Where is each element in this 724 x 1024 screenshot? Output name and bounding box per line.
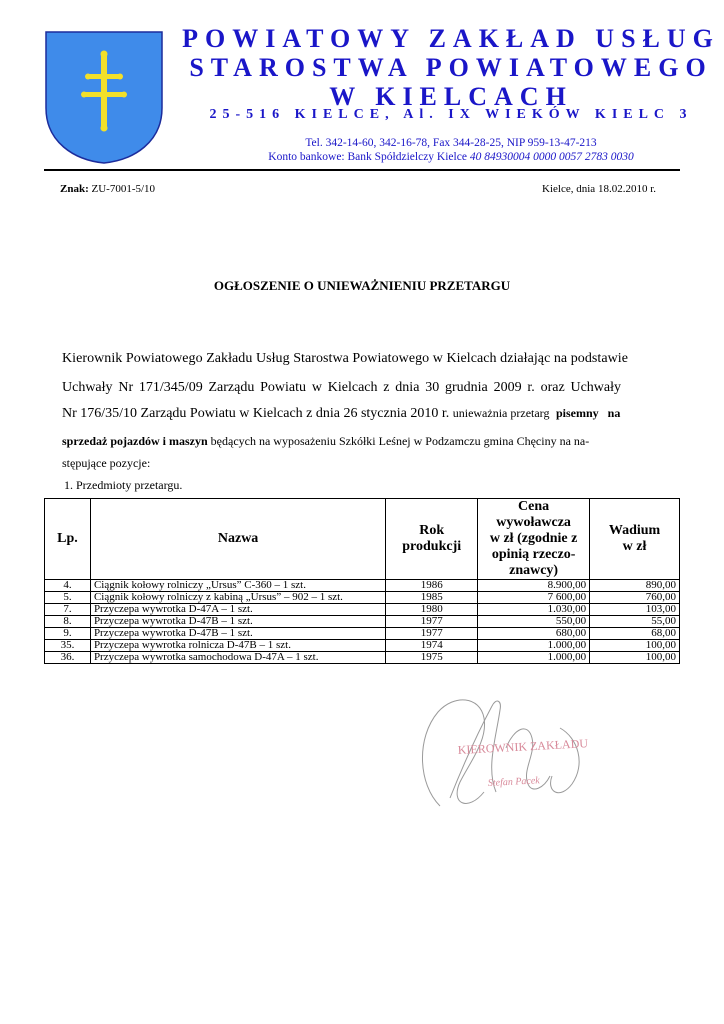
body-line-3-main: Nr 176/35/10 Zarządu Powiatu w Kielcach z dnia 26 stycznia 2010 r. (62, 406, 450, 421)
cell-price: 8.900,00 (478, 580, 590, 592)
bank-account-number: 40 84930004 0000 0057 2783 0030 (469, 151, 634, 163)
cell-deposit: 100,00 (590, 640, 680, 652)
cell-year: 1977 (386, 628, 478, 640)
letterhead-address: 25-516 KIELCE, Al. IX WIEKÓW KIELC 3 (209, 107, 693, 122)
reference-line (60, 183, 155, 195)
cell-lp: 5. (45, 592, 91, 604)
cell-deposit: 760,00 (590, 592, 680, 604)
letterhead-contact: Tel. 342-14-60, 342-16-78, Fax 344-28-25, NIP 959-13-47-213 (305, 137, 597, 149)
cell-price: 680,00 (478, 628, 590, 640)
cell-year: 1986 (386, 580, 478, 592)
header-price-line4: znawcy) (509, 563, 559, 578)
cell-deposit: 68,00 (590, 628, 680, 640)
cell-name: Przyczepa wywrotka D-47B – 1 szt. (90, 616, 385, 628)
header-deposit (590, 499, 680, 580)
header-price-line2: w zł (zgodnie z (489, 531, 578, 546)
header-deposit-line1: Wadium (608, 523, 661, 538)
coat-of-arms-icon (44, 30, 164, 165)
body-line-3-bold: pisemny na (555, 406, 621, 420)
body-line-3 (62, 407, 620, 421)
reference-label: Znak: (60, 183, 89, 195)
signature-stamp (410, 688, 610, 818)
cell-name: Przyczepa wywrotka D-47A – 1 szt. (90, 604, 385, 616)
letterhead-title-line1: POWIATOWY ZAKŁAD USŁUG (182, 24, 720, 53)
cell-lp: 9. (45, 628, 91, 640)
bank-label: Konto bankowe: Bank Spółdzielczy Kielce (268, 151, 467, 163)
cell-deposit: 55,00 (590, 616, 680, 628)
cell-deposit: 890,00 (590, 580, 680, 592)
body-line-4-rest: będących na wyposażeniu Szkółki Leśnej w Podzamczu gmina Chęciny na na- (210, 434, 590, 448)
table-row (45, 616, 680, 628)
table-row (45, 580, 680, 592)
body-line-4 (62, 435, 589, 447)
table-row (45, 604, 680, 616)
document-date: Kielce, dnia 18.02.2010 r. (542, 183, 656, 195)
auction-items-table (44, 498, 680, 664)
cell-price: 7 600,00 (478, 592, 590, 604)
header-price-line1: Cena wywoławcza (496, 499, 571, 530)
cell-year: 1977 (386, 616, 478, 628)
cell-deposit: 103,00 (590, 604, 680, 616)
cell-year: 1985 (386, 592, 478, 604)
cell-name: Przyczepa wywrotka D-47B – 1 szt. (90, 628, 385, 640)
cell-lp: 35. (45, 640, 91, 652)
header-price (478, 499, 590, 580)
letterhead-title-line3: W KIELCACH (329, 82, 573, 111)
body-line-4-bold: sprzedaż pojazdów i maszyn (62, 434, 208, 448)
document-title: OGŁOSZENIE O UNIEWAŻNIENIU PRZETARGU (213, 278, 511, 293)
table-row (45, 640, 680, 652)
body-line-1: Kierownik Powiatowego Zakładu Usług Starostwa Powiatowego w Kielcach działając na podstawie (62, 351, 628, 366)
stamp-line-2: Stefan Pacek (487, 775, 541, 789)
header-year-line2: produkcji (402, 539, 462, 554)
cell-price: 1.030,00 (478, 604, 590, 616)
cell-price: 1.000,00 (478, 640, 590, 652)
header-name: Nazwa (90, 499, 385, 580)
header-lp: Lp. (45, 499, 91, 580)
table-row (45, 592, 680, 604)
list-item-1: 1. Przedmioty przetargu. (64, 478, 183, 492)
body-line-5: stępujące pozycje: (62, 456, 151, 470)
body-line-2: Uchwały Nr 171/345/09 Zarządu Powiatu w Kielcach z dnia 30 grudnia 2009 r. oraz Uchwały (62, 380, 621, 395)
header-year (386, 499, 478, 580)
cell-year: 1975 (386, 652, 478, 664)
header-year-line1: Rok (419, 523, 445, 538)
cell-name: Ciągnik kołowy rolniczy z kabiną „Ursus” – 902 – 1 szt. (90, 592, 385, 604)
cell-price: 1.000,00 (478, 652, 590, 664)
letterhead-title-line2: STAROSTWA POWIATOWEGO (189, 53, 713, 82)
body-line-3-small: unieważnia przetarg (452, 406, 550, 420)
cell-lp: 36. (45, 652, 91, 664)
cell-lp: 8. (45, 616, 91, 628)
cell-deposit: 100,00 (590, 652, 680, 664)
cell-year: 1974 (386, 640, 478, 652)
cell-name: Ciągnik kołowy rolniczy „Ursus” C-360 – 1 szt. (90, 580, 385, 592)
header-divider (44, 169, 680, 171)
cell-lp: 7. (45, 604, 91, 616)
cell-year: 1980 (386, 604, 478, 616)
cell-name: Przyczepa wywrotka rolnicza D-47B – 1 szt. (90, 640, 385, 652)
cell-name: Przyczepa wywrotka samochodowa D-47A – 1 szt. (90, 652, 385, 664)
table-row (45, 628, 680, 640)
reference-value: ZU-7001-5/10 (91, 183, 156, 195)
cell-lp: 4. (45, 580, 91, 592)
cell-price: 550,00 (478, 616, 590, 628)
table-row (45, 652, 680, 664)
header-deposit-line2: w zł (622, 539, 647, 554)
stamp-line-1: KIEROWNIK ZAKŁADU (457, 736, 589, 757)
letterhead-bank (178, 151, 724, 163)
header-price-line3: opinią rzeczo- (491, 547, 576, 562)
